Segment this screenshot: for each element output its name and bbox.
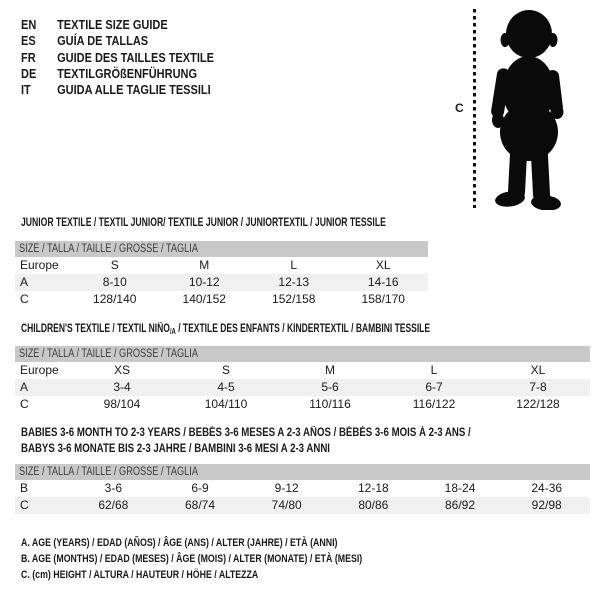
size-cell: XL — [375, 258, 391, 272]
title-subscript: /A — [169, 327, 176, 336]
size-header-bar — [15, 346, 590, 362]
toddler-silhouette-icon — [484, 8, 572, 210]
size-header-label: SIZE / TALLA / TAILLE / GRÖSSE / TAGLIA — [19, 348, 198, 360]
section-title-junior: JUNIOR TEXTILE / TEXTIL JUNIOR/ TEXTILE JUNIOR / JUNIORTEXTIL / JUNIOR TESSILE — [21, 217, 386, 229]
size-cell: 18-24 — [444, 481, 476, 495]
footnote-a: A. AGE (YEARS) / EDAD (AÑOS) / ÂGE (ANS) / ALTER (JAHRE) / ETÀ (ANNI) — [21, 537, 338, 549]
table-row-c — [15, 497, 590, 514]
footnote-b: B. AGE (MONTHS) / EDAD (MESES) / ÂGE (MOIS) / ALTER (MONATE) / ETÀ (MESI) — [21, 553, 363, 565]
row-label: C — [20, 292, 29, 306]
size-cell: XS — [113, 363, 130, 377]
size-cell: 122/128 — [516, 397, 560, 411]
language-row-de — [21, 66, 214, 82]
table-row-europe — [15, 257, 428, 274]
size-cell: 6-9 — [191, 481, 209, 495]
size-cell: 14-16 — [367, 275, 399, 289]
table-row-a — [15, 379, 590, 396]
babies-size-table — [15, 464, 590, 514]
size-cell: 24-36 — [531, 481, 563, 495]
size-cell: 5-6 — [321, 380, 339, 394]
size-cell: 74/80 — [271, 498, 302, 512]
language-title: GUIDA ALLE TAGLIE TESSILI — [57, 83, 211, 98]
size-cell: 86/92 — [445, 498, 476, 512]
height-measure-label: C — [455, 101, 464, 115]
language-title: TEXTILGRÖßENFÜHRUNG — [57, 66, 198, 81]
size-cell: 104/110 — [204, 397, 248, 411]
size-header-label: SIZE / TALLA / TAILLE / GRÖSSE / TAGLIA — [19, 466, 198, 478]
language-title: GUIDE DES TAILLES TEXTILE — [57, 50, 214, 65]
size-cell: L — [430, 363, 438, 377]
size-cell: 98/104 — [103, 397, 141, 411]
size-cell: 3-4 — [113, 380, 131, 394]
row-label: Europe — [20, 363, 59, 377]
row-label: C — [20, 397, 29, 411]
size-cell: 110/116 — [309, 397, 351, 411]
section-title-babies — [21, 425, 471, 457]
table-row-c — [15, 291, 428, 308]
row-label: A — [20, 275, 29, 289]
language-row-es — [21, 33, 214, 49]
size-cell: 152/158 — [272, 292, 316, 306]
measure-legend — [21, 535, 448, 583]
children-size-table — [15, 346, 590, 413]
size-cell: 92/98 — [531, 498, 562, 512]
language-title: TEXTILE SIZE GUIDE — [57, 18, 168, 32]
size-cell: 12-18 — [358, 481, 389, 495]
table-row-b — [15, 480, 590, 497]
size-cell: 10-12 — [188, 275, 220, 289]
size-cell: S — [110, 258, 119, 272]
size-cell: M — [325, 363, 335, 377]
table-row-c — [15, 396, 590, 413]
row-label: C — [20, 498, 29, 512]
footnote-c: C. (cm) HEIGHT / ALTURA / HAUTEUR / HÖHE / ALTEZZA — [21, 569, 259, 581]
size-cell: 80/86 — [358, 498, 389, 512]
title-text: / TEXTILE DES ENFANTS / KINDERTEXTIL / BAMBINI TESSILE — [175, 323, 431, 335]
language-code: ES — [21, 34, 36, 49]
size-cell: 62/68 — [98, 498, 129, 512]
size-cell: 68/74 — [184, 498, 216, 512]
language-row-en — [21, 17, 214, 33]
size-cell: 3-6 — [104, 481, 122, 495]
size-cell: 158/170 — [361, 292, 405, 306]
size-cell: 128/140 — [93, 292, 137, 306]
size-cell: 7-8 — [529, 380, 547, 394]
size-cell: 6-7 — [425, 380, 443, 394]
size-header-label: SIZE / TALLA / TAILLE / GRÖSSE / TAGLIA — [19, 243, 198, 255]
language-code: EN — [21, 18, 37, 32]
table-row-a — [15, 274, 428, 291]
size-cell: 116/122 — [412, 397, 456, 411]
size-header-bar — [15, 241, 428, 257]
size-cell: M — [199, 258, 210, 272]
section-title-children — [21, 321, 430, 340]
language-row-fr — [21, 50, 214, 66]
row-label: A — [20, 380, 29, 394]
language-code: FR — [21, 50, 36, 65]
language-title: GUÍA DE TALLAS — [57, 34, 149, 49]
row-label: B — [20, 481, 29, 495]
language-row-it — [21, 82, 214, 98]
size-cell: 140/152 — [182, 292, 226, 306]
row-label: Europe — [20, 258, 59, 272]
size-cell: 9-12 — [274, 481, 299, 495]
size-cell: S — [221, 363, 230, 377]
size-cell: 12-13 — [278, 275, 310, 289]
size-cell: L — [290, 258, 298, 272]
language-code: IT — [21, 83, 31, 98]
size-cell: 4-5 — [217, 380, 235, 394]
size-cell: 8-10 — [102, 275, 127, 289]
title-line-2: BABYS 3-6 MONATE BIS 2-3 JAHRE / BAMBINI 3-6 MESI A 2-3 ANNI — [21, 443, 330, 455]
size-header-bar — [15, 464, 590, 480]
title-line-1: BABIES 3-6 MONTH TO 2-3 YEARS / BEBÉS 3-6 MESES A 2-3 AÑOS / BÉBÉS 3-6 MOIS À 2-3 ANS / — [21, 427, 471, 439]
size-cell: XL — [530, 363, 546, 377]
language-legend — [21, 17, 240, 98]
language-code: DE — [21, 66, 37, 81]
table-row-europe — [15, 362, 590, 379]
junior-size-table — [15, 241, 428, 308]
height-measure-line — [473, 9, 476, 208]
title-text: CHILDREN'S TEXTILE / TEXTIL NIÑO — [21, 323, 170, 335]
